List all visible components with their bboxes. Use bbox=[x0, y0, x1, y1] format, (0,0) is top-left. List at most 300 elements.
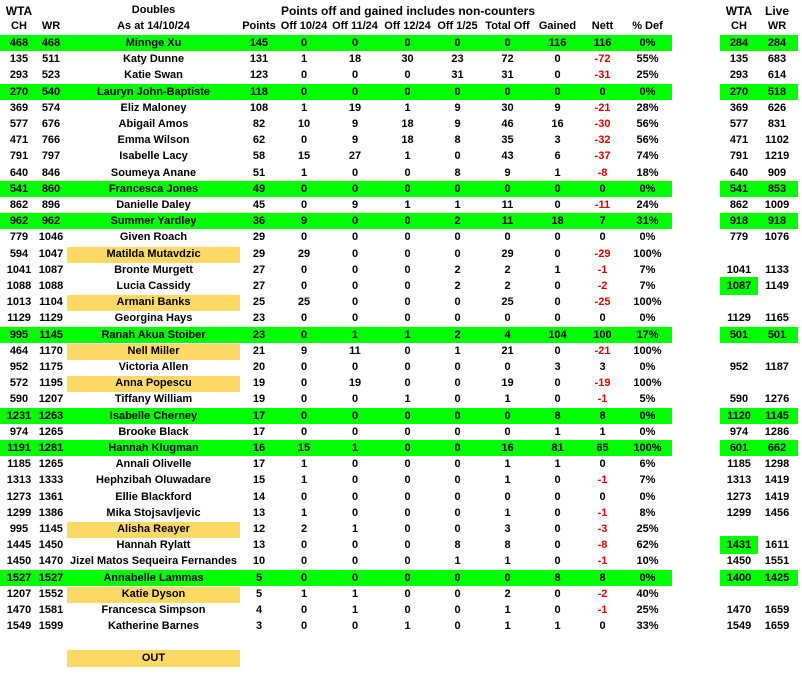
table-row bbox=[0, 116, 802, 132]
cell-points: 5 bbox=[255, 571, 263, 584]
cell-ch: 1041 bbox=[6, 263, 32, 276]
cell-ch: 1129 bbox=[7, 312, 31, 325]
cell-live-ch: 293 bbox=[729, 69, 749, 82]
col-gained-header: Gained bbox=[538, 20, 577, 32]
cell-live-ch: 601 bbox=[729, 442, 749, 454]
cell-live-wr: 284 bbox=[767, 37, 787, 49]
cell-o12: 0 bbox=[404, 587, 411, 600]
cell-o12: 0 bbox=[404, 409, 411, 422]
cell-o11: 0 bbox=[351, 231, 359, 244]
cell-ch: 791 bbox=[9, 150, 29, 163]
cell-o10: 0 bbox=[300, 85, 308, 98]
cell-o11: 0 bbox=[351, 312, 359, 325]
cell-o12: 1 bbox=[404, 150, 411, 163]
cell-points: 19 bbox=[252, 377, 266, 390]
table-row bbox=[0, 262, 802, 278]
cell-total: 31 bbox=[501, 69, 514, 82]
cell-o10: 1 bbox=[300, 587, 308, 600]
cell-ch: 577 bbox=[9, 118, 29, 130]
cell-nett: -32 bbox=[594, 134, 611, 147]
cell-o1: 2 bbox=[454, 328, 461, 341]
cell-points: 20 bbox=[252, 361, 266, 373]
cell-o10: 9 bbox=[300, 215, 308, 228]
cell-name: Emma Wilson bbox=[117, 134, 190, 147]
cell-points: 145 bbox=[249, 37, 269, 49]
cell-wr: 1599 bbox=[38, 620, 64, 633]
cell-o1: 0 bbox=[454, 312, 461, 325]
cell-ch: 995 bbox=[9, 523, 29, 535]
cell-def: 7% bbox=[639, 280, 656, 292]
cell-name: Ranah Akua Stoiber bbox=[101, 328, 206, 341]
cell-total: 25 bbox=[501, 296, 514, 309]
cell-nett: 1 bbox=[599, 425, 606, 438]
cell-name: Armani Banks bbox=[116, 296, 191, 309]
cell-wr: 1047 bbox=[38, 247, 64, 260]
cell-o12: 0 bbox=[404, 458, 411, 471]
cell-o10: 0 bbox=[300, 539, 308, 552]
cell-nett: 100 bbox=[593, 328, 612, 341]
cell-o12: 0 bbox=[404, 296, 411, 309]
cell-name: Lauryn John-Baptiste bbox=[96, 85, 211, 98]
table-row bbox=[0, 586, 802, 602]
cell-o10: 0 bbox=[300, 361, 308, 373]
cell-ch: 464 bbox=[9, 344, 29, 357]
cell-gained: 0 bbox=[554, 312, 561, 325]
cell-o12: 0 bbox=[404, 571, 411, 584]
cell-gained: 0 bbox=[554, 280, 561, 292]
cell-o1: 0 bbox=[454, 506, 461, 519]
cell-o12: 0 bbox=[404, 604, 411, 616]
cell-o1: 0 bbox=[454, 247, 461, 260]
cell-def: 25% bbox=[636, 69, 659, 82]
cell-nett: -37 bbox=[594, 150, 611, 163]
cell-def: 40% bbox=[636, 587, 659, 600]
cell-nett: 0 bbox=[599, 490, 606, 503]
cell-gained: 0 bbox=[554, 393, 561, 406]
cell-o12: 0 bbox=[404, 69, 411, 82]
col-nett-header: Nett bbox=[591, 20, 614, 32]
col-def-header: % Def bbox=[632, 20, 663, 32]
cell-ch: 1231 bbox=[6, 409, 32, 422]
cell-ch: 594 bbox=[9, 247, 29, 260]
cell-ch: 962 bbox=[9, 215, 29, 228]
cell-ch: 270 bbox=[9, 85, 29, 98]
cell-live-ch: 640 bbox=[729, 166, 749, 179]
cell-o12: 18 bbox=[401, 134, 414, 147]
table-row bbox=[0, 537, 802, 553]
cell-ch: 1450 bbox=[6, 555, 32, 568]
cell-live-wr: 1419 bbox=[764, 474, 790, 487]
cell-name: Katherine Barnes bbox=[107, 620, 200, 633]
ch-header: CH bbox=[11, 20, 27, 32]
cell-live-wr: 662 bbox=[767, 442, 787, 454]
cell-live-wr: 1187 bbox=[765, 361, 789, 373]
cell-o1: 1 bbox=[454, 199, 461, 211]
cell-def: 25% bbox=[636, 523, 659, 535]
cell-o12: 1 bbox=[404, 328, 411, 341]
cell-live-wr: 518 bbox=[767, 85, 787, 98]
cell-o1: 0 bbox=[454, 604, 461, 616]
cell-name: Hephzibah Oluwadare bbox=[96, 474, 211, 487]
cell-o1: 0 bbox=[454, 442, 461, 454]
cell-o10: 0 bbox=[300, 134, 308, 147]
table-row bbox=[0, 553, 802, 569]
cell-live-ch: 1431 bbox=[726, 539, 752, 552]
cell-live-ch: 862 bbox=[729, 199, 749, 211]
cell-total: 16 bbox=[501, 442, 514, 454]
cell-total: 2 bbox=[504, 280, 511, 292]
cell-o10: 0 bbox=[300, 490, 308, 503]
cell-live-ch bbox=[720, 246, 758, 262]
cell-live-ch: 1549 bbox=[726, 620, 752, 633]
cell-live-wr: 918 bbox=[767, 215, 787, 228]
cell-o10: 0 bbox=[300, 604, 308, 616]
cell-points: 36 bbox=[252, 215, 266, 228]
cell-wr: 860 bbox=[41, 182, 61, 195]
cell-o1: 0 bbox=[454, 150, 461, 163]
cell-nett: 0 bbox=[599, 182, 606, 195]
cell-ch: 1313 bbox=[6, 474, 32, 487]
cell-gained: 0 bbox=[554, 474, 561, 487]
cell-total: 1 bbox=[504, 474, 511, 487]
cell-total: 1 bbox=[504, 506, 511, 519]
cell-nett: -11 bbox=[594, 199, 611, 211]
cell-o11: 0 bbox=[351, 555, 359, 568]
cell-points: 17 bbox=[252, 425, 266, 438]
cell-gained: 1 bbox=[554, 263, 561, 276]
cell-o10: 15 bbox=[297, 150, 311, 163]
cell-wr: 1265 bbox=[38, 458, 64, 471]
cell-total: 0 bbox=[504, 409, 511, 422]
cell-total: 0 bbox=[504, 425, 511, 438]
cell-ch: 590 bbox=[9, 393, 29, 406]
cell-points: 123 bbox=[249, 69, 269, 82]
cell-live-ch bbox=[720, 343, 758, 359]
cell-o12: 30 bbox=[401, 53, 414, 66]
cell-name: Francesca Simpson bbox=[101, 604, 206, 616]
cell-o10: 1 bbox=[300, 53, 308, 66]
cell-live-wr: 614 bbox=[767, 69, 787, 82]
cell-o1: 8 bbox=[454, 539, 461, 552]
cell-wr: 1088 bbox=[38, 280, 64, 292]
cell-o12: 0 bbox=[404, 361, 411, 373]
col-off125-header: Off 1/25 bbox=[437, 20, 478, 32]
cell-live-ch: 1120 bbox=[727, 409, 751, 422]
cell-total: 1 bbox=[504, 620, 511, 633]
cell-wr: 468 bbox=[41, 37, 61, 49]
cell-def: 0% bbox=[639, 490, 656, 503]
cell-o10: 1 bbox=[300, 101, 308, 114]
cell-name: Annali Olivelle bbox=[115, 458, 192, 471]
cell-total: 72 bbox=[501, 53, 514, 66]
cell-nett: 7 bbox=[599, 215, 606, 228]
cell-o11: 18 bbox=[348, 53, 362, 66]
cell-wr: 540 bbox=[41, 85, 61, 98]
cell-o1: 0 bbox=[454, 393, 461, 406]
cell-def: 5% bbox=[639, 393, 656, 406]
cell-live-wr: 1419 bbox=[764, 490, 790, 503]
cell-live-wr: 1076 bbox=[764, 231, 790, 244]
cell-wr: 962 bbox=[41, 215, 61, 228]
cell-total: 11 bbox=[501, 199, 514, 211]
cell-nett: 0 bbox=[599, 85, 606, 98]
cell-points: 5 bbox=[255, 587, 263, 600]
col-off1224-header: Off 12/24 bbox=[384, 20, 431, 32]
cell-points: 16 bbox=[252, 442, 266, 454]
cell-def: 0% bbox=[639, 37, 656, 49]
doubles-header: Doubles bbox=[131, 4, 176, 16]
cell-gained: 0 bbox=[554, 555, 561, 568]
col-off1124-header: Off 11/24 bbox=[332, 20, 378, 32]
cell-gained: 0 bbox=[554, 587, 561, 600]
cell-gained: 8 bbox=[554, 409, 561, 422]
cell-o11: 0 bbox=[351, 539, 359, 552]
table-row bbox=[0, 181, 802, 197]
cell-o12: 0 bbox=[404, 490, 411, 503]
cell-o12: 0 bbox=[404, 263, 411, 276]
cell-points: 131 bbox=[249, 53, 269, 66]
cell-live-wr: 1298 bbox=[764, 458, 790, 471]
cell-gained: 1 bbox=[554, 425, 561, 438]
cell-gained: 0 bbox=[554, 296, 561, 309]
cell-live-ch: 779 bbox=[729, 231, 749, 244]
cell-o10: 0 bbox=[300, 555, 308, 568]
cell-o11: 0 bbox=[351, 247, 359, 260]
cell-def: 18% bbox=[636, 166, 659, 179]
cell-total: 43 bbox=[501, 150, 514, 163]
cell-total: 1 bbox=[504, 604, 511, 616]
cell-def: 100% bbox=[633, 442, 662, 454]
cell-gained: 8 bbox=[554, 571, 561, 584]
cell-o1: 9 bbox=[454, 118, 461, 130]
cell-o12: 0 bbox=[404, 182, 411, 195]
cell-ch: 541 bbox=[9, 182, 29, 195]
cell-wr: 1552 bbox=[38, 587, 64, 600]
cell-def: 100% bbox=[633, 296, 662, 309]
cell-o1: 0 bbox=[454, 474, 461, 487]
cell-gained: 0 bbox=[554, 69, 561, 82]
cell-gained: 1 bbox=[554, 166, 561, 179]
cell-o12: 1 bbox=[404, 393, 411, 406]
cell-def: 7% bbox=[639, 474, 656, 487]
table-row bbox=[0, 440, 802, 456]
cell-total: 9 bbox=[504, 166, 511, 179]
cell-wr: 1281 bbox=[38, 442, 64, 454]
cell-ch: 1185 bbox=[7, 458, 31, 471]
cell-live-wr: 1133 bbox=[765, 263, 789, 276]
cell-wr: 1104 bbox=[39, 296, 63, 309]
cell-gained: 1 bbox=[554, 458, 561, 471]
cell-total: 0 bbox=[504, 37, 511, 49]
cell-o12: 0 bbox=[404, 377, 411, 390]
wta-header: WTA bbox=[5, 4, 33, 18]
cell-gained: 0 bbox=[554, 377, 561, 390]
cell-nett: 8 bbox=[599, 409, 606, 422]
cell-live-ch: 791 bbox=[729, 150, 749, 163]
cell-name: Anna Popescu bbox=[115, 377, 192, 390]
cell-gained: 0 bbox=[554, 231, 561, 244]
cell-ch: 1191 bbox=[7, 442, 31, 454]
cell-live-wr: 1102 bbox=[765, 134, 789, 147]
cell-o12: 0 bbox=[404, 215, 411, 228]
cell-def: 33% bbox=[636, 620, 659, 633]
cell-name: Annabelle Lammas bbox=[103, 571, 204, 584]
cell-ch: 974 bbox=[9, 425, 29, 438]
cell-o1: 0 bbox=[454, 296, 461, 309]
cell-nett: -29 bbox=[594, 247, 611, 260]
cell-o11: 0 bbox=[351, 85, 359, 98]
cell-wr: 1145 bbox=[39, 523, 63, 535]
cell-live-wr: 1456 bbox=[764, 506, 790, 519]
cell-o1: 0 bbox=[454, 182, 461, 195]
cell-live-wr bbox=[758, 246, 796, 262]
cell-live-wr bbox=[758, 521, 796, 537]
wr-header: WR bbox=[41, 20, 61, 32]
cell-gained: 3 bbox=[554, 361, 561, 373]
table-row bbox=[0, 343, 802, 359]
cell-wr: 1361 bbox=[38, 490, 64, 503]
cell-live-ch: 1313 bbox=[726, 474, 752, 487]
cell-o10: 1 bbox=[300, 474, 308, 487]
cell-o11: 0 bbox=[351, 280, 359, 292]
table-row bbox=[0, 408, 802, 424]
cell-gained: 0 bbox=[554, 490, 561, 503]
cell-nett: 116 bbox=[593, 37, 612, 49]
cell-name: Victoria Allen bbox=[118, 361, 189, 373]
cell-gained: 6 bbox=[554, 150, 561, 163]
cell-o1: 0 bbox=[454, 37, 461, 49]
cell-live-ch: 471 bbox=[729, 134, 749, 147]
cell-name: Soumeya Anane bbox=[110, 166, 197, 179]
cell-name: Alisha Reayer bbox=[117, 523, 190, 535]
cell-gained: 16 bbox=[551, 118, 564, 130]
table-row bbox=[0, 489, 802, 505]
cell-o10: 0 bbox=[300, 377, 308, 390]
table-row bbox=[0, 132, 802, 148]
cell-o1: 8 bbox=[454, 166, 461, 179]
cell-live-ch: 1450 bbox=[726, 555, 752, 568]
cell-points: 51 bbox=[252, 166, 266, 179]
table-row bbox=[0, 229, 802, 245]
cell-ch: 952 bbox=[9, 361, 29, 373]
table-row bbox=[0, 570, 802, 586]
cell-o11: 0 bbox=[351, 215, 359, 228]
cell-live-wr: 1611 bbox=[765, 539, 789, 552]
table-row bbox=[0, 327, 802, 343]
cell-wr: 1207 bbox=[38, 393, 64, 406]
cell-o10: 0 bbox=[300, 69, 308, 82]
cell-nett: -8 bbox=[597, 166, 608, 179]
cell-live-ch: 1400 bbox=[726, 571, 752, 584]
note-header: Points off and gained includes non-counters bbox=[280, 4, 535, 18]
cell-live-wr: 1425 bbox=[764, 571, 790, 584]
cell-total: 3 bbox=[504, 523, 511, 535]
cell-nett: -1 bbox=[597, 474, 608, 487]
cell-o11: 9 bbox=[351, 118, 359, 130]
cell-o10: 0 bbox=[300, 280, 308, 292]
cell-live-wr: 683 bbox=[767, 53, 787, 66]
cell-points: 12 bbox=[252, 523, 266, 535]
cell-points: 17 bbox=[252, 409, 266, 422]
cell-o10: 29 bbox=[297, 247, 311, 260]
cell-points: 45 bbox=[252, 199, 266, 211]
table-row bbox=[0, 278, 802, 294]
table-row bbox=[0, 472, 802, 488]
cell-def: 56% bbox=[636, 134, 659, 147]
cell-o1: 0 bbox=[454, 377, 461, 390]
cell-ch: 1445 bbox=[6, 539, 32, 552]
cell-wr: 574 bbox=[41, 101, 61, 114]
cell-live-wr: 1286 bbox=[764, 425, 790, 438]
cell-o12: 0 bbox=[404, 85, 411, 98]
cell-def: 55% bbox=[636, 53, 659, 66]
cell-ch: 468 bbox=[9, 37, 29, 49]
cell-gained: 18 bbox=[551, 215, 564, 228]
cell-nett: -1 bbox=[597, 263, 608, 276]
cell-nett: -19 bbox=[594, 377, 611, 390]
table-row bbox=[0, 505, 802, 521]
cell-o10: 0 bbox=[300, 37, 308, 49]
cell-o11: 0 bbox=[351, 182, 359, 195]
cell-o10: 0 bbox=[300, 393, 308, 406]
cell-live-ch bbox=[720, 586, 758, 602]
cell-live-wr bbox=[758, 294, 796, 310]
cell-def: 100% bbox=[633, 247, 662, 260]
cell-live-wr bbox=[758, 586, 796, 602]
right-live-header: Live bbox=[764, 4, 789, 18]
cell-total: 8 bbox=[504, 539, 511, 552]
cell-gained: 0 bbox=[554, 523, 561, 535]
cell-wr: 1046 bbox=[38, 231, 64, 244]
cell-total: 1 bbox=[504, 555, 511, 568]
cell-o11: 9 bbox=[351, 199, 359, 211]
cell-ch: 471 bbox=[9, 134, 29, 147]
table-row bbox=[0, 84, 802, 100]
table-row bbox=[0, 67, 802, 83]
table-row bbox=[0, 391, 802, 407]
cell-total: 0 bbox=[504, 361, 511, 373]
cell-total: 1 bbox=[504, 393, 511, 406]
cell-wr: 896 bbox=[41, 199, 61, 211]
cell-o11: 9 bbox=[351, 134, 359, 147]
cell-o12: 0 bbox=[404, 37, 411, 49]
cell-nett: -21 bbox=[594, 344, 611, 357]
col-off1024-header: Off 10/24 bbox=[280, 20, 328, 32]
cell-o1: 0 bbox=[454, 361, 461, 373]
cell-o10: 0 bbox=[300, 571, 308, 584]
cell-points: 3 bbox=[255, 620, 263, 633]
cell-live-wr: 626 bbox=[767, 101, 787, 114]
cell-name: Tiffany William bbox=[114, 393, 193, 406]
cell-points: 10 bbox=[252, 555, 266, 568]
cell-ch: 640 bbox=[9, 166, 29, 179]
cell-o12: 0 bbox=[404, 280, 411, 292]
cell-points: 19 bbox=[252, 393, 266, 406]
cell-live-wr: 1009 bbox=[764, 199, 790, 211]
cell-o1: 2 bbox=[454, 280, 461, 292]
right-ch-header: CH bbox=[731, 20, 747, 32]
cell-name: Matilda Mutavdzic bbox=[106, 247, 201, 260]
cell-wr: 846 bbox=[41, 166, 61, 179]
cell-total: 0 bbox=[504, 85, 511, 98]
cell-live-ch: 577 bbox=[729, 118, 749, 130]
cell-name: Francesca Jones bbox=[108, 182, 199, 195]
cell-total: 35 bbox=[501, 134, 514, 147]
cell-gained: 1 bbox=[554, 620, 561, 633]
cell-o12: 0 bbox=[404, 247, 411, 260]
cell-nett: -30 bbox=[594, 118, 611, 130]
cell-o1: 1 bbox=[454, 555, 461, 568]
